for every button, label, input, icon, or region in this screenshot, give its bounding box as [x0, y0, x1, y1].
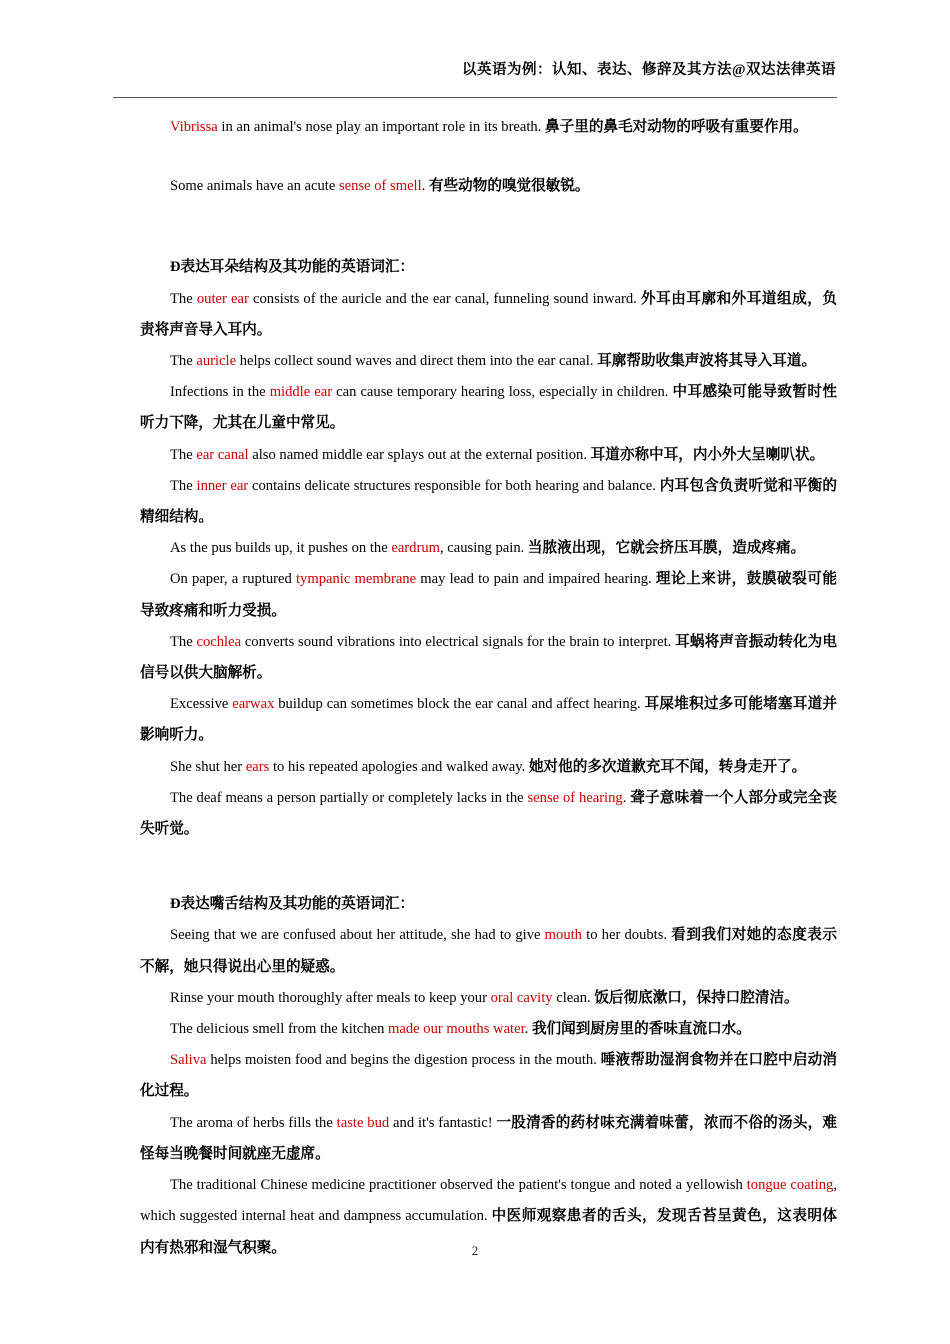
paragraph-middle-ear [140, 377, 837, 439]
paragraph-sense-of-smell-english-pre: Some animals have an acute [170, 178, 339, 195]
paragraph-tongue-coating-english-post: , which suggested internal heat and dampness accumulation. [140, 1177, 837, 1225]
header-title: 以英语为例：认知、表达、修辞及其方法@双达法律英语 [462, 62, 836, 78]
spacer [140, 845, 837, 889]
term-tympanic-membrane: tympanic membrane [296, 571, 417, 588]
page-number: 2 [471, 1243, 479, 1258]
paragraph-saliva [140, 1045, 837, 1107]
paragraph-eardrum-english-post: , causing pain. [439, 540, 528, 557]
term-vibrissa: Vibrissa [170, 119, 218, 135]
paragraph-eardrum-chinese: 当脓液出现，它就会挤压耳膜，造成疼痛。 [527, 540, 806, 557]
paragraph-vibrissa-english: in an animal's nose play an important role in its breath. [217, 119, 546, 135]
section-ear [140, 252, 837, 845]
paragraph-outer-ear-english-pre: The [170, 290, 197, 307]
page-header [113, 58, 837, 106]
spacer [140, 143, 837, 171]
paragraph-ears-english-pre: She shut her [170, 758, 246, 775]
term-cochlea: cochlea [196, 633, 242, 650]
term-oral-cavity: oral cavity [490, 989, 553, 1006]
paragraph-ears [140, 752, 837, 783]
paragraph-oral-cavity-chinese: 饭后彻底漱口，保持口腔清洁。 [594, 989, 799, 1006]
paragraph-sense-of-hearing [140, 783, 837, 845]
paragraph-auricle-english-post: helps collect sound waves and direct them into the ear canal. [236, 353, 598, 370]
paragraph-tongue-coating-english-pre: The traditional Chinese medicine practitioner observed the patient's tongue and noted a yellowish [170, 1177, 747, 1194]
paragraph-cochlea-english-pre: The [170, 633, 197, 650]
paragraph-made-our-mouths-water-english-post: . [524, 1021, 532, 1038]
paragraph-ear-canal-english-pre: The [170, 446, 197, 463]
term-ears: ears [245, 758, 270, 775]
paragraph-made-our-mouths-water-chinese: 我们闻到厨房里的香味直流口水。 [531, 1021, 751, 1038]
paragraph-outer-ear [140, 284, 837, 346]
paragraph-tympanic-membrane-english-post: may lead to pain and impaired hearing. [416, 571, 656, 588]
term-auricle: auricle [196, 353, 237, 370]
section-heading-mouth-tongue: Ð表达嘴舌结构及其功能的英语词汇： [170, 896, 415, 913]
term-ear-canal: ear canal [196, 446, 249, 463]
paragraph-tympanic-membrane-chinese: 理论上来讲，鼓膜破裂可能导致疼痛和听力受损。 [140, 571, 837, 619]
section-mouth-tongue [140, 889, 837, 1263]
paragraph-outer-ear-english-post: consists of the auricle and the ear canal, funneling sound inward. [248, 290, 641, 307]
paragraph-sense-of-hearing-chinese: 聋子意味着一个人部分或完全丧失听觉。 [140, 789, 838, 838]
spacer [140, 202, 837, 252]
paragraph-ear-canal-chinese: 耳道亦称中耳，内小外大呈喇叭状。 [590, 446, 825, 463]
paragraph-ears-english-post: to his repeated apologies and walked away. [269, 758, 529, 775]
term-tongue-coating: tongue coating [746, 1177, 834, 1194]
paragraph-eardrum [140, 533, 837, 564]
paragraph-made-our-mouths-water [140, 1014, 837, 1045]
paragraph-mouth-english-post: to her doubts. [581, 927, 672, 944]
paragraph-earwax-english-pre: Excessive [170, 696, 233, 713]
term-outer-ear: outer ear [196, 290, 249, 307]
paragraph-sense-of-smell-english-post: . [421, 178, 429, 195]
paragraph-middle-ear-chinese: 中耳感染可能导致暂时性听力下降，尤其在儿童中常见。 [140, 384, 837, 432]
paragraph-auricle [140, 346, 837, 377]
paragraph-earwax-english-post: buildup can sometimes block the ear canal and affect hearing. [274, 696, 645, 713]
paragraph-earwax [140, 689, 837, 751]
paragraph-outer-ear-chinese: 外耳由耳廓和外耳道组成，负责将声音导入耳内。 [140, 290, 837, 338]
paragraph-inner-ear-english-pre: The [170, 477, 197, 494]
paragraph-taste-bud-english-pre: The aroma of herbs fills the [170, 1114, 337, 1131]
paragraph-taste-bud-english-post: and it's fantastic! [389, 1114, 497, 1131]
paragraph-sense-of-smell-chinese: 有些动物的嗅觉很敏锐。 [428, 178, 590, 195]
term-eardrum: eardrum [391, 540, 440, 557]
intro-block [140, 112, 837, 202]
paragraph-earwax-chinese: 耳屎堆积过多可能堵塞耳道并影响听力。 [140, 696, 837, 744]
term-sense-of-smell: sense of smell [338, 178, 422, 195]
paragraph-auricle-chinese: 耳廓帮助收集声波将其导入耳道。 [597, 353, 817, 370]
paragraph-eardrum-english-pre: As the pus builds up, it pushes on the [170, 540, 392, 557]
paragraph-inner-ear-english-post: contains delicate structures responsible for both hearing and balance. [248, 477, 660, 494]
paragraph-vibrissa [140, 112, 837, 143]
section-heading-ear: Ð表达耳朵结构及其功能的英语词汇： [170, 259, 415, 276]
term-made-our-mouths-water: made our mouths water [388, 1021, 525, 1038]
paragraph-tympanic-membrane-english-pre: On paper, a ruptured [170, 571, 296, 588]
term-inner-ear: inner ear [196, 477, 249, 494]
paragraph-sense-of-hearing-english-pre: The deaf means a person partially or completely lacks in the [170, 789, 528, 806]
paragraph-oral-cavity-english-pre: Rinse your mouth thoroughly after meals to keep your [170, 989, 491, 1006]
term-middle-ear: middle ear [269, 384, 333, 401]
paragraph-taste-bud-chinese: 一股清香的药材味充满着味蕾，浓而不俗的汤头，难怪每当晚餐时间就座无虚席。 [140, 1114, 837, 1162]
term-saliva: Saliva [170, 1052, 207, 1069]
paragraph-cochlea [140, 627, 837, 689]
term-taste-bud: taste bud [336, 1114, 390, 1131]
paragraph-ear-canal-english-post: also named middle ear splays out at the external position. [248, 446, 591, 463]
paragraph-middle-ear-english-post: can cause temporary hearing loss, especially in children. [332, 384, 673, 401]
paragraph-sense-of-smell [140, 171, 837, 202]
paragraph-auricle-english-pre: The [170, 353, 197, 370]
paragraph-saliva-english-post: helps moisten food and begins the digestion process in the mouth. [206, 1052, 601, 1069]
paragraph-middle-ear-english-pre: Infections in the [170, 384, 270, 401]
paragraph-mouth-english-pre: Seeing that we are confused about her attitude, she had to give [170, 927, 545, 944]
paragraph-cochlea-english-post: converts sound vibrations into electrical signals for the brain to interpret. [241, 633, 676, 650]
paragraph-oral-cavity-english-post: clean. [552, 989, 595, 1006]
paragraph-mouth-chinese: 看到我们对她的态度表示不解，她只得说出心里的疑惑。 [140, 927, 837, 975]
paragraph-cochlea-chinese: 耳蜗将声音振动转化为电信号以供大脑解析。 [140, 633, 837, 682]
paragraph-inner-ear [140, 471, 837, 533]
document-body [140, 112, 837, 1264]
term-earwax: earwax [232, 696, 275, 713]
paragraph-ear-canal [140, 440, 837, 471]
paragraph-made-our-mouths-water-english-pre: The delicious smell from the kitchen [170, 1021, 389, 1038]
term-mouth: mouth [544, 927, 582, 944]
paragraph-tongue-coating-chinese: 中医师观察患者的舌头，发现舌苔呈黄色，这表明体内有热邪和湿气积聚。 [140, 1208, 837, 1256]
paragraph-inner-ear-chinese: 内耳包含负责听觉和平衡的精细结构。 [140, 477, 837, 526]
paragraph-mouth [140, 920, 837, 982]
paragraph-saliva-chinese: 唾液帮助湿润食物并在口腔中启动消化过程。 [140, 1052, 837, 1100]
paragraph-ears-chinese: 她对他的多次道歉充耳不闻，转身走开了。 [528, 758, 807, 775]
paragraph-tympanic-membrane [140, 564, 837, 626]
header-divider [113, 97, 837, 98]
term-sense-of-hearing: sense of hearing [527, 789, 623, 806]
paragraph-sense-of-hearing-english-post: . [622, 789, 631, 806]
paragraph-oral-cavity [140, 983, 837, 1014]
paragraph-vibrissa-chinese: 鼻子里的鼻毛对动物的呼吸有重要作用。 [545, 119, 808, 135]
paragraph-taste-bud [140, 1108, 837, 1170]
